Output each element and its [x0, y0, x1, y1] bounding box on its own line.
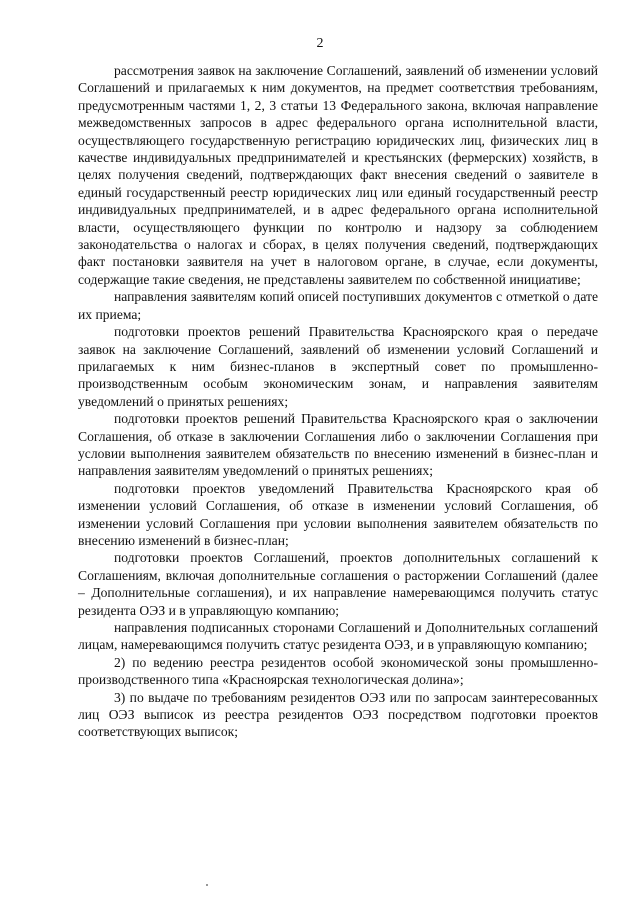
document-body: [78, 62, 598, 741]
paragraph-send-inventory-copies: направления заявителям копий описей поступивших документов с отметкой о дате их приема;: [78, 289, 598, 322]
paragraph-prepare-transfer-decisions: подготовки проектов решений Правительства Красноярского края о передаче заявок на заключение Соглашений, заявлений об изменении условий Соглашений и прилагаемых к ним бизнес-планов в экспертный совет по промышленно-производственным особым экономическим зонам, и направления заявителям уведомлений о принятых решениях;: [78, 324, 598, 409]
paragraph-prepare-conclusion-decisions: подготовки проектов решений Правительства Красноярского края о заключении Соглашения, об отказе в заключении Соглашения либо о заключении Соглашения при условии выполнения заявителем обязательств по внесению изменений в бизнес-план и направления заявителям уведомлений о принятых решениях;: [78, 411, 598, 479]
page-number: 2: [316, 36, 324, 51]
paragraph-review-applications: рассмотрения заявок на заключение Соглашений, заявлений об изменении условий Соглашений и прилагаемых к ним документов, на предмет соответствия требованиям, предусмотренным частями 1, 2, 3 статьи 13 Федерального закона, включая направление межведомственных запросов в адрес федерального органа исполнительной власти, осуществляющего государственную регистрацию юридических лиц, физических лиц в качестве индивидуальных предпринимателей и крестьянских (фермерских) хозяйств, в целях получения сведений, подтверждающих факт внесения сведений о заявителе в единый государственный реестр юридических лиц или единый государственный реестр индивидуальных предпринимателей, и в адрес федерального органа исполнительной власти, осуществляющего функции по контролю и надзору за соблюдением законодательства о налогах и сборах, в целях получения сведений, подтверждающих факт постановки заявителя на учет в налоговом органе, в случае, если документы, содержащие такие сведения, не представлены заявителем по собственной инициативе;: [78, 63, 598, 287]
paragraph-item-3-extracts: 3) по выдаче по требованиям резидентов ОЭЗ или по запросам заинтересованных лиц ОЭЗ выписок из реестра резидентов ОЭЗ посредством подготовки проектов соответствующих выписок;: [78, 689, 598, 740]
scan-speck: [206, 884, 208, 886]
paragraph-send-signed-agreements: направления подписанных сторонами Соглашений и Дополнительных соглашений лицам, намеревающимся получить статус резидента ОЭЗ, и в управляющую компанию;: [78, 620, 598, 653]
paragraph-prepare-change-notices: подготовки проектов уведомлений Правительства Красноярского края об изменении условий Соглашения, об отказе в изменении условий Соглашения, об изменении условий Соглашения при условии выполнения заявителем обязательств по внесению изменений в бизнес-план;: [78, 480, 598, 548]
paragraph-prepare-agreements: подготовки проектов Соглашений, проектов дополнительных соглашений к Соглашениям, включая дополнительные соглашения о расторжении Соглашений (далее – Дополнительные соглашения), и их направление намеревающимся получить статус резидента ОЭЗ и в управляющую компанию;: [78, 550, 598, 618]
paragraph-item-2-registry: 2) по ведению реестра резидентов особой экономической зоны промышленно-производственного типа «Красноярская технологическая долина»;: [78, 654, 598, 688]
